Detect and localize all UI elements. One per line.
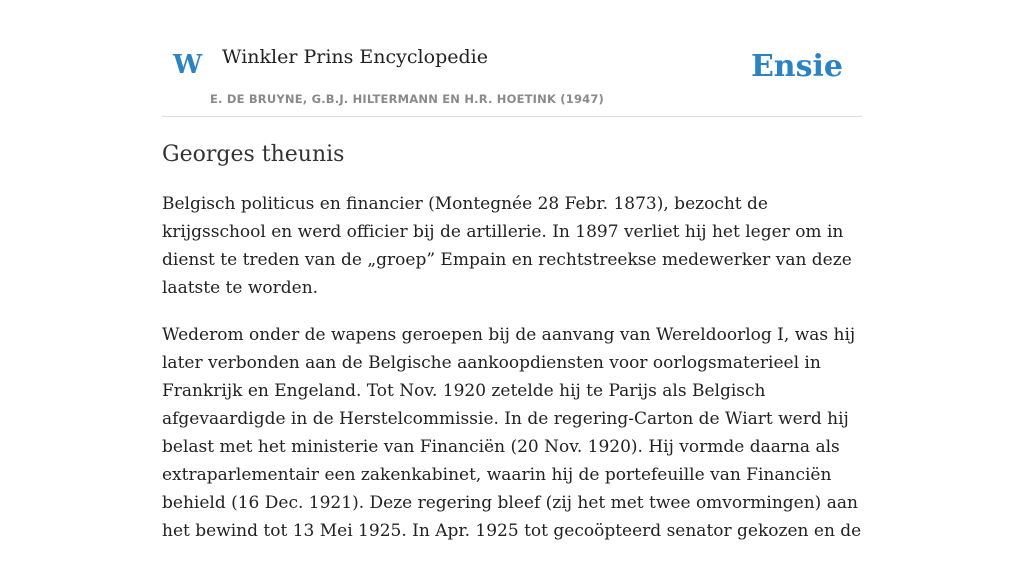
publication-title[interactable]: Winkler Prins Encyclopedie bbox=[222, 46, 488, 68]
entry-title: Georges theunis bbox=[162, 142, 345, 167]
entry-body bbox=[162, 190, 862, 545]
header bbox=[162, 0, 862, 117]
publication-logo[interactable]: W bbox=[173, 50, 203, 80]
page bbox=[162, 0, 862, 564]
publication-authors: E. DE BRUYNE, G.B.J. HILTERMANN EN H.R. HOETINK (1947) bbox=[210, 92, 605, 106]
entry-paragraph: Belgisch politicus en financier (Montegnée 28 Febr. 1873), bezocht de krijgsschool en werd officier bij de artillerie. In 1897 verliet hij het leger om in dienst te treden van de „groep” Empain en rechtstreekse medewerker van deze laatste te worden. bbox=[162, 193, 852, 298]
entry-paragraph: Wederom onder de wapens geroepen bij de aanvang van Wereldoorlog I, was hij later verbonden aan de Belgische aankoopdiensten voor oorlogsmaterieel in Frankrijk en Engeland. Tot Nov. 1920 zetelde hij te Parijs als Belgisch afgevaardigde in de Herstelcommissie. In de regering-Carton de Wiart werd hij belast met het ministerie van Financiën (20 Nov. 1920). Hij vormde daarna als extraparlementair een zakenkabinet, waarin hij de portefeuille van Financiën behield (16 Dec. 1921). Deze regering bleef (zij het met twee omvormingen) aan het bewind tot 13 Mei 1925. In Apr. 1925 tot gecoöpteerd senator gekozen en de bbox=[162, 324, 862, 541]
brand-logo[interactable]: Ensie bbox=[750, 49, 843, 84]
